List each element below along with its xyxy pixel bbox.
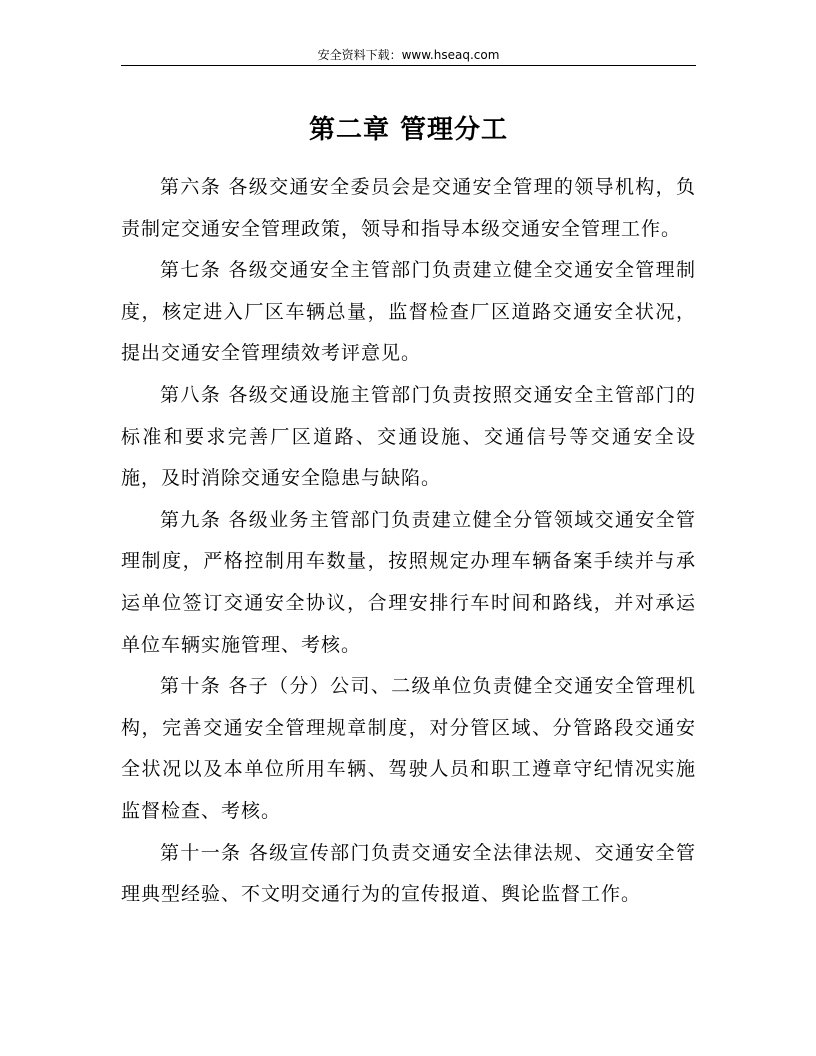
article-9: 第九条 各级业务主管部门负责建立健全分管领域交通安全管理制度，严格控制用车数量，按照规定办理车辆备案手续并与承运单位签订交通安全协议，合理安排行车时间和路线，并对承运单位车辆实施管理、考核。 bbox=[121, 508, 696, 656]
article-8: 第八条 各级交通设施主管部门负责按照交通安全主管部门的标准和要求完善厂区道路、交通设施、交通信号等交通安全设施，及时消除交通安全隐患与缺陷。 bbox=[121, 383, 696, 490]
article-11: 第十一条 各级宣传部门负责交通安全法律法规、交通安全管理典型经验、不文明交通行为的宣传报道、舆论监督工作。 bbox=[121, 841, 696, 906]
header-text: 安全资料下载：www.hseaq.com bbox=[317, 48, 500, 62]
page-header bbox=[121, 47, 696, 66]
article-10: 第十条 各子（分）公司、二级单位负责健全交通安全管理机构，完善交通安全管理规章制度，对分管区域、分管路段交通安全状况以及本单位所用车辆、驾驶人员和职工遵章守纪情况实施监督检查、考核。 bbox=[121, 675, 696, 822]
header-divider bbox=[121, 65, 696, 66]
document-body bbox=[121, 167, 696, 916]
article-7: 第七条 各级交通安全主管部门负责建立健全交通安全管理制度，核定进入厂区车辆总量，监督检查厂区道路交通安全状况，提出交通安全管理绩效考评意见。 bbox=[121, 259, 696, 365]
chapter-title: 第二章 管理分工 bbox=[308, 115, 509, 145]
article-6: 第六条 各级交通安全委员会是交通安全管理的领导机构，负责制定交通安全管理政策，领导和指导本级交通安全管理工作。 bbox=[121, 176, 696, 240]
